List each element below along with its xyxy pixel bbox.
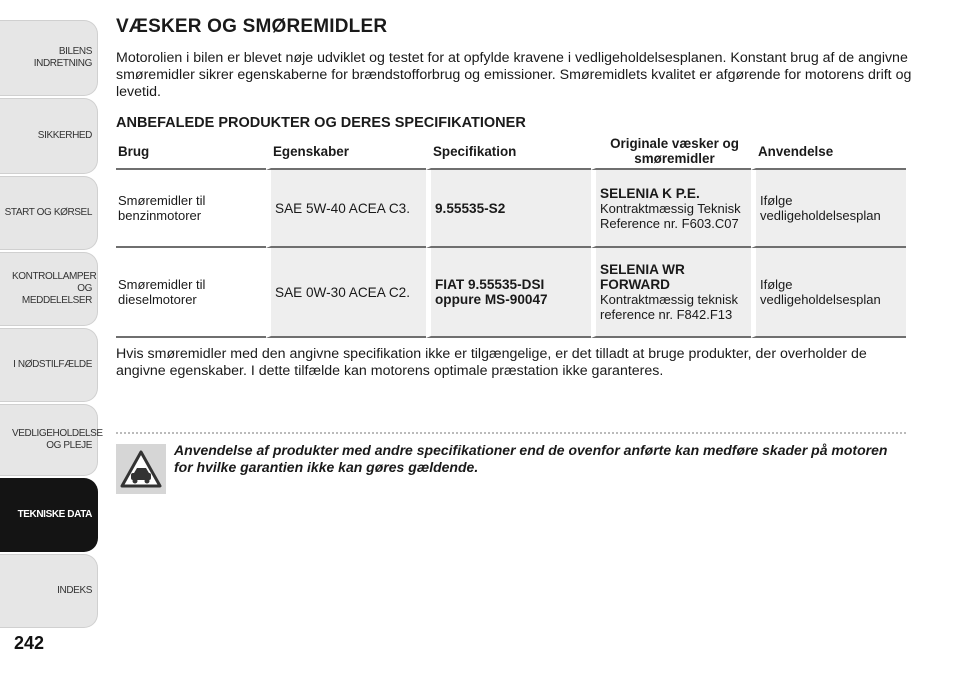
cell-brug: Smøremidler til dieselmotorer bbox=[116, 248, 266, 338]
product-detail: Kontraktmæssig teknisk reference nr. F842.F13 bbox=[600, 292, 738, 322]
tab-tekniske-data[interactable] bbox=[0, 478, 98, 552]
cell-brug: Smøremidler til benzinmotorer bbox=[116, 170, 266, 248]
tab-label: KONTROLLAMPER OG MEDDELELSER bbox=[12, 271, 97, 306]
tab-label: BILENS INDRETNING bbox=[33, 46, 92, 69]
main-content bbox=[116, 16, 916, 380]
cell-egenskaber: SAE 5W-40 ACEA C3. bbox=[266, 170, 426, 248]
tab-sikkerhed[interactable] bbox=[0, 98, 98, 174]
header-anvendelse: Anvendelse bbox=[751, 134, 906, 170]
tab-vedligeholdelse[interactable] bbox=[0, 404, 103, 476]
tab-label: INDEKS bbox=[57, 585, 92, 596]
table-header-row bbox=[116, 134, 906, 170]
intro-paragraph: Motorolien i bilen er blevet nøje udviklet og testet for at opfylde kravene i vedligeholdelsesplanen. Konstant brug af de angivne smøremidler sikrer egenskaberne for brændstofforbrug og emissioner. Smøremidlets kvalitet er afgørende for motorens drift og levetid. bbox=[116, 50, 912, 100]
section-subtitle: ANBEFALEDE PRODUKTER OG DERES SPECIFIKATIONER bbox=[116, 115, 526, 131]
tab-indeks[interactable] bbox=[0, 554, 98, 628]
cell-originale bbox=[591, 170, 751, 248]
header-egenskaber: Egenskaber bbox=[266, 134, 426, 170]
tab-label: TEKNISKE DATA bbox=[17, 509, 92, 520]
cell-anvendelse: Ifølge vedligeholdelsesplan bbox=[751, 248, 906, 338]
table-row bbox=[116, 170, 906, 248]
cell-specifikation: 9.55535-S2 bbox=[426, 170, 591, 248]
tab-start-og-korsel[interactable] bbox=[0, 176, 98, 250]
tab-label: SIKKERHED bbox=[37, 130, 92, 141]
product-detail: Kontraktmæssig Teknisk Reference nr. F603.C07 bbox=[600, 200, 741, 231]
cell-originale bbox=[591, 248, 751, 338]
tab-label: START OG KØRSEL bbox=[4, 207, 92, 218]
warning-box bbox=[116, 432, 906, 476]
table-row bbox=[116, 248, 906, 338]
warning-text: Anvendelse af produkter med andre specifikationer end de ovenfor anførte kan medføre skader på motoren for hvilke garantien ikke kan gøres gældende. bbox=[174, 442, 888, 475]
tab-label: I NØDSTILFÆLDE bbox=[13, 359, 92, 370]
header-originale: Originale væsker og smøremidler bbox=[591, 134, 751, 170]
page-title: VÆSKER OG SMØREMIDLER bbox=[116, 16, 388, 37]
product-name: SELENIA K P.E. bbox=[600, 185, 700, 201]
tab-label: VEDLIGEHOLDELSE OG PLEJE bbox=[12, 428, 103, 451]
header-specifikation: Specifikation bbox=[426, 134, 591, 170]
availability-note: Hvis smøremidler med den angivne specifikation ikke er tilgængelige, er det tilladt at bruge produkter, der overholder de angivne egenskaber. I dette tilfælde kan motorens optimale præstation ikke garanteres. bbox=[116, 346, 867, 379]
warning-car-icon bbox=[116, 444, 166, 494]
cell-egenskaber: SAE 0W-30 ACEA C2. bbox=[266, 248, 426, 338]
tab-kontrollamper[interactable] bbox=[0, 252, 98, 326]
page-number: 242 bbox=[14, 633, 45, 653]
specification-table bbox=[116, 134, 906, 338]
header-brug: Brug bbox=[116, 134, 266, 170]
tab-i-nodstilfaelde[interactable] bbox=[0, 328, 98, 402]
product-name: SELENIA WR FORWARD bbox=[600, 262, 685, 292]
cell-anvendelse: Ifølge vedligeholdelsesplan bbox=[751, 170, 906, 248]
cell-specifikation: FIAT 9.55535-DSI oppure MS-90047 bbox=[426, 248, 591, 338]
chapter-sidebar bbox=[0, 0, 103, 640]
tab-bilens-indretning[interactable] bbox=[0, 20, 98, 96]
